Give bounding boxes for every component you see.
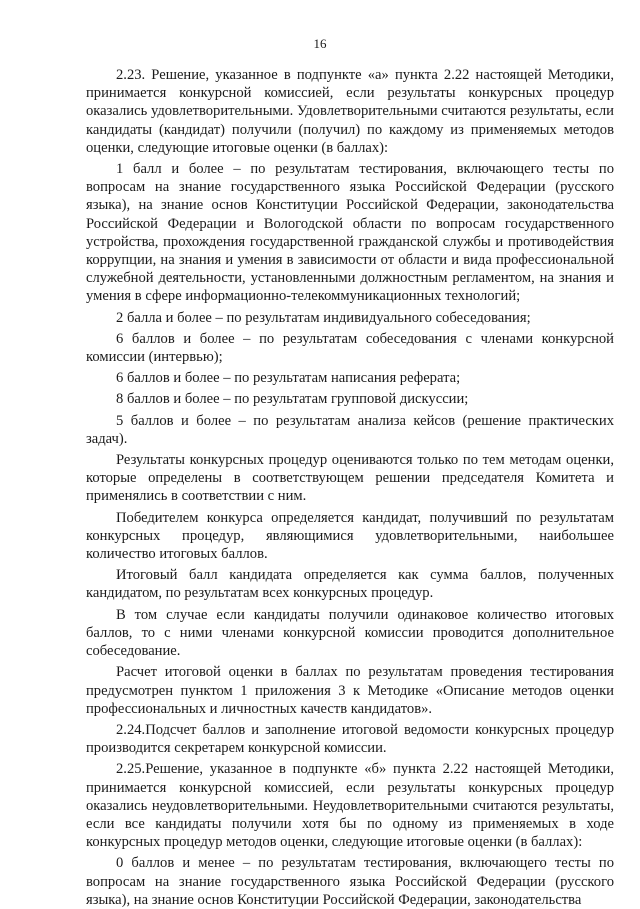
criterion-testing: 1 балл и более – по результатам тестирования, включающего тесты по вопросам на знание государственного языка Российской Федерации (русского языка), на знание основ Конституции Российской Федерации, законодательства Российской Федерации и Вологодской области по вопросам государственного устройства, прохождения государственной гражданской службы и противодействия коррупции, на знания и умения в зависимости от области и вида профессиональной служебной деятельности, установленными должностным регламентом, на знания и умения в сфере информационно-телекоммуникационных технологий; xyxy=(86,161,614,305)
criterion-essay: 6 баллов и более – по результатам написания реферата; xyxy=(116,370,461,387)
paragraph-score-calculation: Расчет итоговой оценки в баллах по результатам проведения тестирования предусмотрен пунктом 1 приложения 3 к Методике «Описание методов оценки профессиональных и личностных качеств кандидатов». xyxy=(86,664,614,717)
paragraph-total-score: Итоговый балл кандидата определяется как сумма баллов, полученных кандидатом, по результатам всех конкурсных процедур. xyxy=(86,567,614,602)
document-body xyxy=(86,66,614,909)
paragraph-2-24: 2.24.Подсчет баллов и заполнение итоговой ведомости конкурсных процедур производится секретарем конкурсной комиссии. xyxy=(86,721,614,757)
criterion-testing-negative: 0 баллов и менее – по результатам тестирования, включающего тесты по вопросам на знание государственного языка Российской Федерации (русского языка), на знание основ Конституции Российской Федерации, законодательства xyxy=(86,855,614,908)
paragraph-tie-break: В том случае если кандидаты получили одинаковое количество итоговых баллов, то с ними членами конкурсной комиссии проводится дополнительное собеседование. xyxy=(86,606,614,660)
paragraph-winner: Победителем конкурса определяется кандидат, получивший по результатам конкурсных процедур, являющимися удовлетворительными, наибольшее количество итоговых баллов. xyxy=(86,509,614,563)
criterion-group-discussion: 8 баллов и более – по результатам групповой дискуссии; xyxy=(116,391,469,408)
paragraph-2-23: 2.23. Решение, указанное в подпункте «а» пункта 2.22 настоящей Методики, принимается конкурсной комиссией, если результаты конкурсных процедур оказались удовлетворительными. Удовлетворительными считаются результаты, если кандидаты (кандидат) получили (получил) по каждому из применяемых методов оценки, следующие итоговые оценки (в баллах): xyxy=(86,67,614,156)
page-number: 16 xyxy=(313,36,327,51)
criterion-commission-interview: 6 баллов и более – по результатам собеседования с членами конкурсной комиссии (интервью); xyxy=(86,330,614,366)
paragraph-results-evaluation: Результаты конкурсных процедур оцениваются только по тем методам оценки, которые определены в соответствующем решении председателя Комитета и применялись в соответствии с ним. xyxy=(86,452,614,505)
criterion-individual-interview: 2 балла и более – по результатам индивидуального собеседования; xyxy=(116,309,531,326)
paragraph-2-25: 2.25.Решение, указанное в подпункте «б» пункта 2.22 настоящей Методики, принимается конкурсной комиссией, если результаты конкурсных процедур оказались неудовлетворительными. Неудовлетворительными считаются результаты, если все кандидаты получили хотя бы по одному из применяемых в ходе конкурсных процедур методов оценки, следующие итоговые оценки (в баллах): xyxy=(86,761,614,851)
criterion-case-analysis: 5 баллов и более – по результатам анализа кейсов (решение практических задач). xyxy=(86,412,614,447)
